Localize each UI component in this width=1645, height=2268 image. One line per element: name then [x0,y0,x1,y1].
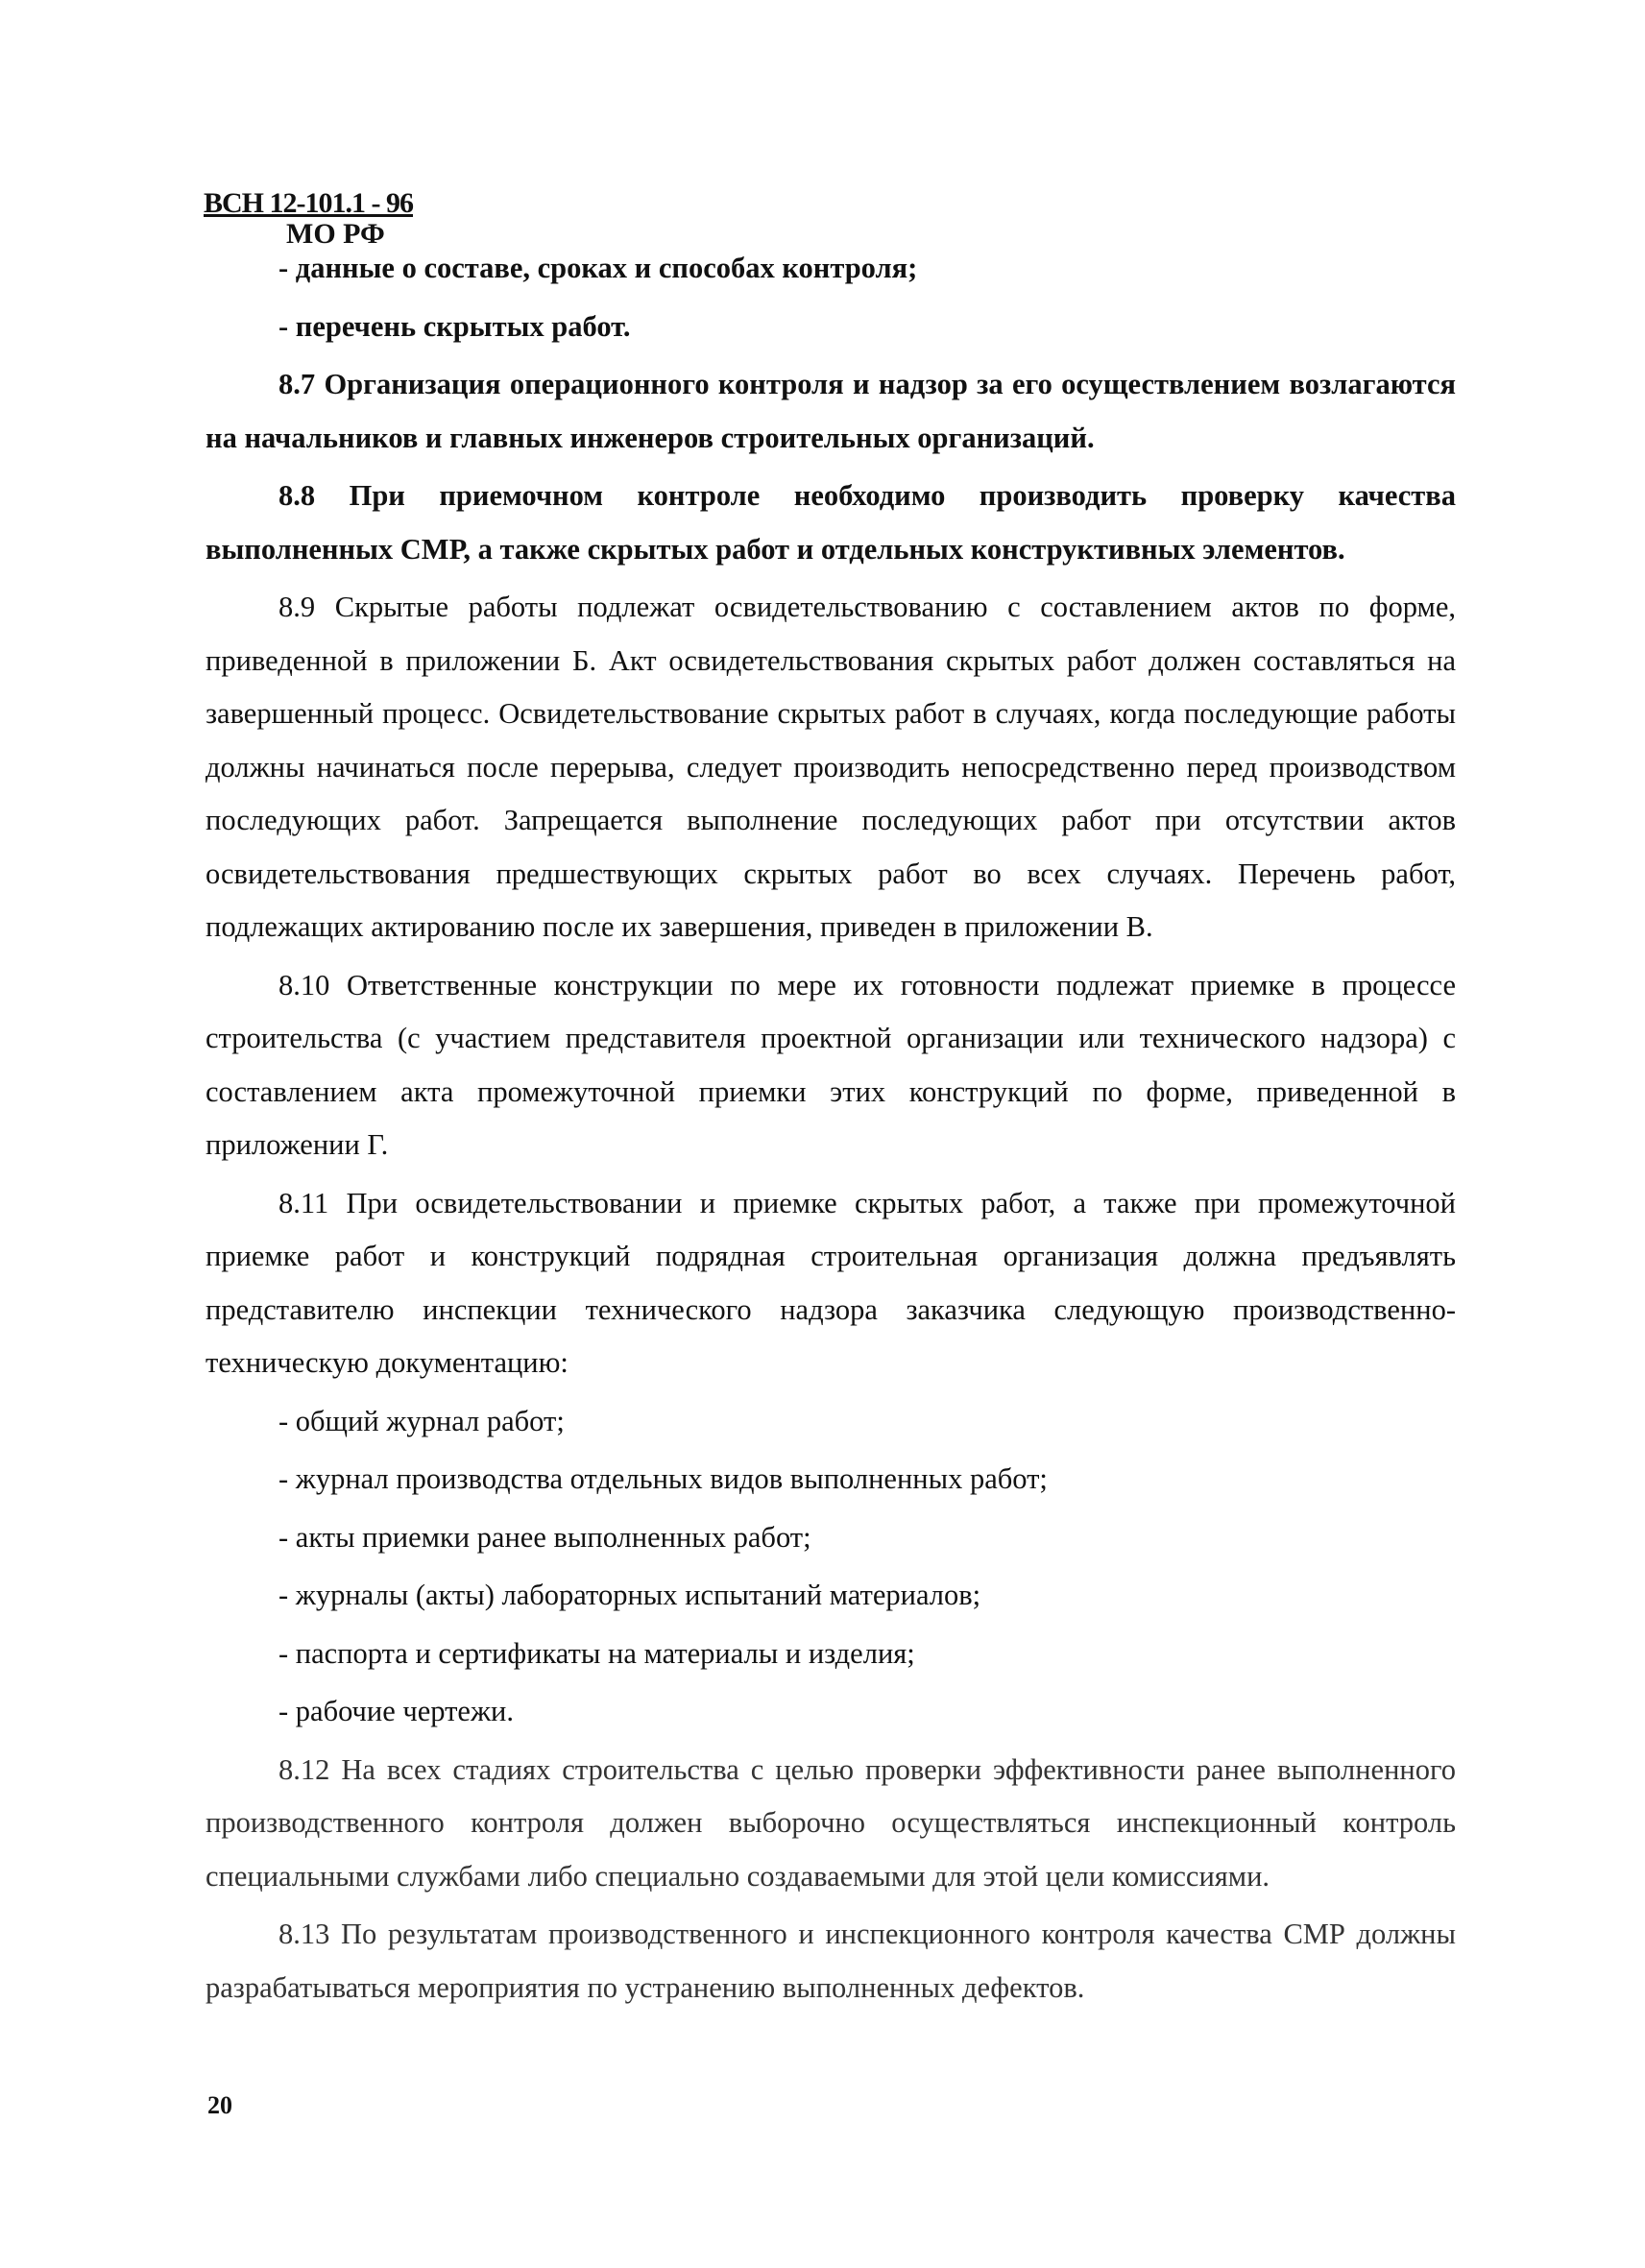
list-item-hidden-works: - перечень скрытых работ. [278,309,631,343]
list-item-composition: - данные о составе, сроках и способах контроля; [278,252,918,284]
paragraph-8-9: 8.9 Скрытые работы подлежат освидетельствованию с составлением актов по форме, приведенной в приложении Б. Акт освидетельствования скрытых работ должен составляться на завершенный процесс. Освидетельствование скрытых работ в случаях, когда последующие работы должны начинаться после перерыва, следует производить непосредственно перед производством последующих работ. Запрещается выполнение последующих работ при отсутствии актов освидетельствования предшествующих скрытых работ во всех случаях. Перечень работ, подлежащих актированию после их завершения, приведен в приложении В. [206,591,1456,943]
list-item-general-journal: - общий журнал работ; [278,1404,565,1437]
list-item-drawings: - рабочие чертежи. [278,1695,514,1727]
paragraph-8-11: 8.11 При освидетельствовании и приемке скрытых работ, а также при промежуточной приемке работ и конструкций подрядная строительная организация должна предъявлять представителю инспекции технического надзора заказчика следующую производственно-техническую документацию: [206,1186,1456,1379]
paragraph-8-10: 8.10 Ответственные конструкции по мере их готовности подлежат приемке в процессе строительства (с участием представителя проектной организации или технического надзора) с составлением акта промежуточной приемки этих конструкций по форме, приведенной в приложении Г. [206,968,1456,1161]
list-item-production-journal: - журнал производства отдельных видов выполненных работ; [278,1462,1048,1495]
document-header [204,188,413,250]
paragraph-8-13: 8.13 По результатам производственного и инспекционного контроля качества СМР должны разрабатываться мероприятия по устранению выполненных дефектов. [206,1918,1456,2004]
paragraph-8-7: 8.7 Организация операционного контроля и надзор за его осуществлением возлагаются на начальников и главных инженеров строительных организаций. [206,368,1456,454]
organization-label: МО РФ [286,218,385,250]
list-item-passports: - паспорта и сертификаты на материалы и изделия; [278,1636,915,1670]
list-item-acceptance-acts: - акты приемки ранее выполненных работ; [278,1520,811,1554]
document-code: ВСН 12-101.1 - 96 [204,187,413,219]
list-item-lab-journals: - журналы (акты) лабораторных испытаний материалов; [278,1579,981,1611]
paragraph-8-8: 8.8 При приемочном контроле необходимо производить проверку качества выполненных СМР, а также скрытых работ и отдельных конструктивных элементов. [206,479,1456,566]
paragraph-8-12: 8.12 На всех стадиях строительства с целью проверки эффективности ранее выполненного производственного контроля должен выборочно осуществляться инспекционный контроль специальными службами либо специально создаваемыми для этой цели комиссиями. [206,1752,1456,1893]
page-number: 20 [207,2091,232,2119]
document-body [206,242,1456,2015]
